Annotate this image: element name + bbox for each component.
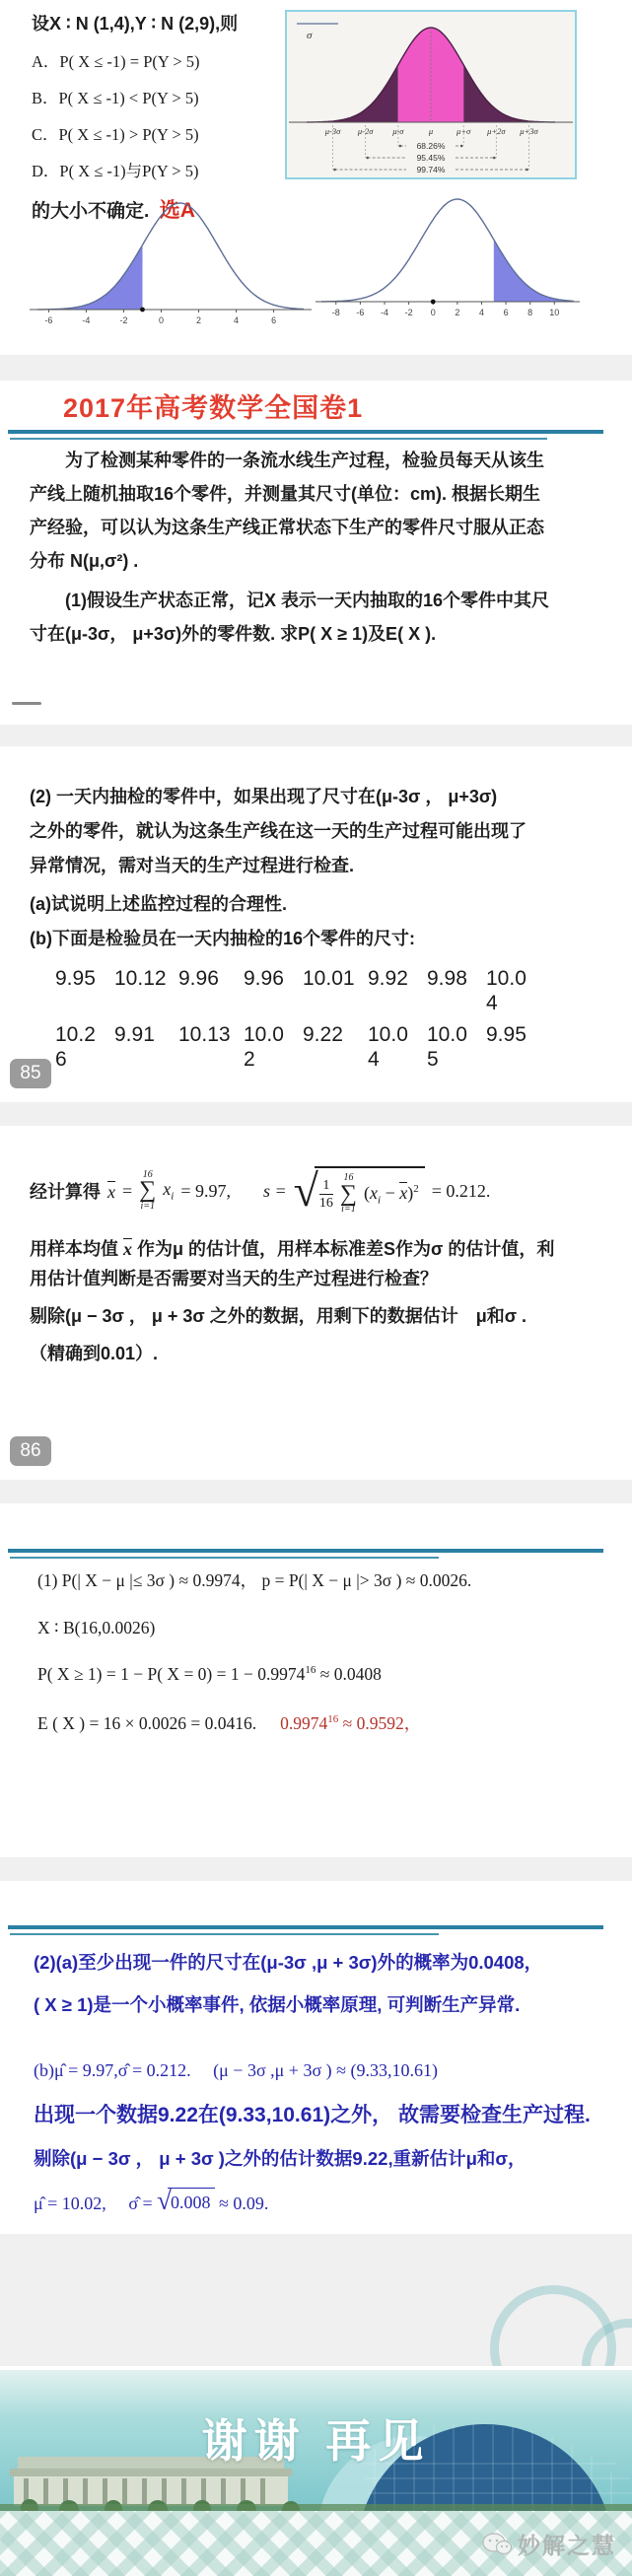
solution-part2 [34,1949,625,2232]
svg-text:99.74%: 99.74% [416,165,446,174]
option-d: D．P( X ≤ -1)与P(Y > 5) [32,162,199,180]
separator-band [0,725,632,746]
svg-text:μ-2σ: μ-2σ [357,126,374,136]
problem-line: (1)假设生产状态正常，记X 表示一天内抽取的16个零件中其尺 [65,591,550,610]
data-cell: 10.01 [303,967,355,990]
sol1-line: (1) P(| X − μ |≤ 3σ ) ≈ 0.9974， p = P(| X − μ |> 3σ ) ≈ 0.0026. [37,1570,472,1590]
sum-upper-limit: 16 [142,1168,153,1180]
part2-statement [30,780,611,956]
sol1-line: E ( X ) = 16 × 0.0026 = 0.0416. $0.9974^{16} \approx 0.9592$， [37,1713,422,1733]
sqrt-expression [294,1166,425,1216]
data-cell: 9.91 [114,1023,155,1046]
svg-text:0: 0 [158,315,165,325]
svg-text:μ+σ: μ+σ [456,126,471,136]
svg-text:-4: -4 [82,315,91,325]
separator-band [0,355,632,381]
xbar-value: = 9.97, [180,1180,231,1201]
separator-band [0,2234,632,2366]
svg-text:-6: -6 [44,315,53,325]
data-cell: 9.96 [178,967,219,990]
problem-statement [30,444,611,651]
section-rule-thin [10,1933,439,1935]
svg-text:μ-σ: μ-σ [392,126,404,136]
svg-text:68.26%: 68.26% [416,141,446,151]
sol2-line: (b)μ̂ = 9.97,σ̂ = 0.212. (μ − 3σ ,μ + 3σ ) ≈ (9.33,10.61) [34,2060,439,2080]
data-cell: 10.02 [244,1023,284,1071]
data-cell: 10.26 [55,1023,96,1071]
data-cell: 10.12 [114,967,167,990]
sol2-line: ( X ≥ 1)是一个小概率事件, 依据小概率原理, 可判断生产异常. [34,1994,521,2015]
svg-text:2: 2 [196,315,202,325]
svg-text:2: 2 [455,308,460,317]
title-rule-thick [8,430,603,434]
watermark [482,2528,616,2560]
svg-text:-8: -8 [331,308,340,317]
section-rule-thin [10,1557,439,1559]
measurement-data-grid [55,966,593,1079]
sigma-icon: ∑ [139,1177,157,1204]
closing-title: 谢谢 再见 [201,2415,431,2467]
data-cell: 10.05 [427,1023,467,1071]
closing-slide [0,2370,632,2511]
svg-text:μ: μ [428,126,434,136]
sol1-line: P( X ≥ 1) = 1 − P( $X = 0) = 1 - 0.9974^{16} \approx 0.0408$ [37,1664,382,1684]
precision-note: （精确到0.01）. [30,1344,159,1363]
s-value: = 0.212. [431,1180,491,1201]
empirical-rule-diagram-panel [285,10,577,179]
question-intro: 设X ∶ N (1,4),Y ∶ N (2,9),则 [32,14,239,34]
svg-text:4: 4 [234,315,240,325]
problem-line: 产线上随机抽取16个零件，并测量其尺寸(单位：cm). 根据长期生 [30,484,541,504]
xi-term: $x_i$ [163,1179,175,1203]
title-rule-thin [10,438,547,440]
stats-paragraph: 用样本均值 x 作为μ 的估计值，用样本标准差S作为σ 的估计值，利 用估计值判断是否需要对当天的生产过程进行检查？ [30,1239,555,1288]
option-a: A．P( X ≤ -1) = P(Y > 5) [32,52,200,71]
sum-operator [139,1170,156,1213]
formula-prefix: 经计算得 [30,1182,101,1202]
right-tail-curve-chart [314,181,582,327]
sum-operator: 16 ∑ i=1 [339,1172,357,1216]
sol2-line: μ̂ = 10.02, σ̂ = √ 0.008 ≈ 0.09. [34,2186,269,2215]
svg-text:95.45%: 95.45% [416,153,446,163]
separator-band [0,1480,632,1503]
fraction-1-16: $\frac{1}{16}$ [318,1177,333,1211]
svg-text:μ+2σ: μ+2σ [487,126,506,136]
sum-lower-limit: i=1 [140,1200,155,1212]
svg-text:6: 6 [503,308,509,317]
data-cell: 9.98 [427,967,467,990]
data-row [55,966,593,1015]
xbar-symbol: x [107,1182,115,1202]
part2-line: 之外的零件，就认为这条生产线在这一天的生产过程可能出现了 [30,821,527,841]
sqrt-icon: √ [157,2186,172,2215]
watermark-text: 妙解之慧 [518,2533,616,2558]
wechat-icon [482,2533,512,2556]
svg-text:8: 8 [527,308,533,317]
section-title: 2017年高考数学全国卷1 [63,393,364,423]
answer-label: 选A [159,199,195,222]
part2-line: 异常情况，需对当天的生产过程进行检查. [30,856,354,875]
empirical-rule-chart [287,12,575,177]
footer-pattern [0,2511,632,2576]
section-rule-thick [8,1549,603,1553]
sol1-line: X ∶ B(16,0.0026) [37,1618,156,1637]
svg-text:μ+3σ: μ+3σ [520,126,538,136]
left-tail-curve-chart [28,185,314,335]
svg-text:10: 10 [549,308,560,317]
sqrt-expression: √ 0.008 [157,2188,214,2214]
svg-text:6: 6 [271,315,277,325]
svg-text:-2: -2 [119,315,128,325]
equals-sign: = [122,1180,133,1201]
option-c: C．P( X ≤ -1) > P(Y > 5) [32,125,199,144]
trim-data-line: 剔除(μ − 3σ ， μ + 3σ 之外的数据，用剩下的数据估计 μ和σ . [30,1306,527,1326]
s-symbol: s = [262,1180,287,1201]
sample-statistics-formula [30,1155,621,1226]
page-number-badge: 86 [10,1436,51,1466]
sigma-icon: ∑ [339,1180,357,1207]
data-cell: 9.92 [368,967,408,990]
option-b: B．P( X ≤ -1) < P(Y > 5) [32,89,199,107]
separator-band [0,1102,632,1126]
squared-deviation-term: $(x_i - x)^2$ [364,1183,419,1207]
data-row [55,1022,593,1072]
data-cell: 9.22 [303,1023,343,1046]
svg-text:σ: σ [307,30,313,41]
part2-line: (a)试说明上述监控过程的合理性. [30,894,287,914]
data-cell: 10.04 [368,1023,408,1071]
sol2-line: 剔除(μ − 3σ ， μ + 3σ )之外的估计数据9.22,重新估计μ和σ， [34,2148,527,2169]
question-tail: 的大小不确定. [32,201,150,222]
svg-text:-4: -4 [380,308,389,317]
part2-line: (2) 一天内抽检的零件中，如果出现了尺寸在(μ-3σ ， μ+3σ) [30,787,498,806]
svg-text:-6: -6 [356,308,365,317]
part2-line: (b)下面是检验员在一天内抽检的16个零件的尺寸: [30,929,415,948]
page-number-badge: 85 [10,1059,51,1088]
xbar-symbol: x [123,1239,133,1259]
sol2-line: (2)(a)至少出现一件的尺寸在(μ-3σ ,μ + 3σ)外的概率为0.0408， [34,1952,543,1973]
section-rule-thick [8,1925,603,1929]
sqrt-icon: √ [293,1165,318,1216]
svg-text:μ-3σ: μ-3σ [324,126,341,136]
data-cell: 9.95 [486,1023,527,1046]
data-cell: 9.96 [244,967,284,990]
problem-line: 寸在(μ-3σ， μ+3σ)外的零件数. 求P( X ≥ 1)及E( X ). [30,624,437,644]
data-cell: 10.04 [486,967,527,1014]
sol2-line: 出现一个数据9.22在(9.33,10.61)之外， 故需要检查生产过程. [34,2104,591,2126]
red-note: $0.9974^{16} \approx 0.9592$， [280,1713,422,1733]
data-cell: 10.13 [178,1023,231,1046]
data-cell: 9.95 [55,967,96,990]
svg-text:0: 0 [430,308,436,317]
svg-text:4: 4 [478,308,484,317]
problem-line: 为了检测某种零件的一条流水线生产过程，检验员每天从该生 [65,451,544,470]
problem-line: 分布 N(μ,σ²) . [30,551,139,571]
small-dash-mark [12,702,41,705]
separator-band [0,1857,632,1881]
solution-part1 [37,1567,619,1761]
problem-line: 产经验，可以认为这条生产线正常状态下生产的零件尺寸服从正态 [30,518,544,537]
svg-text:-2: -2 [404,308,413,317]
